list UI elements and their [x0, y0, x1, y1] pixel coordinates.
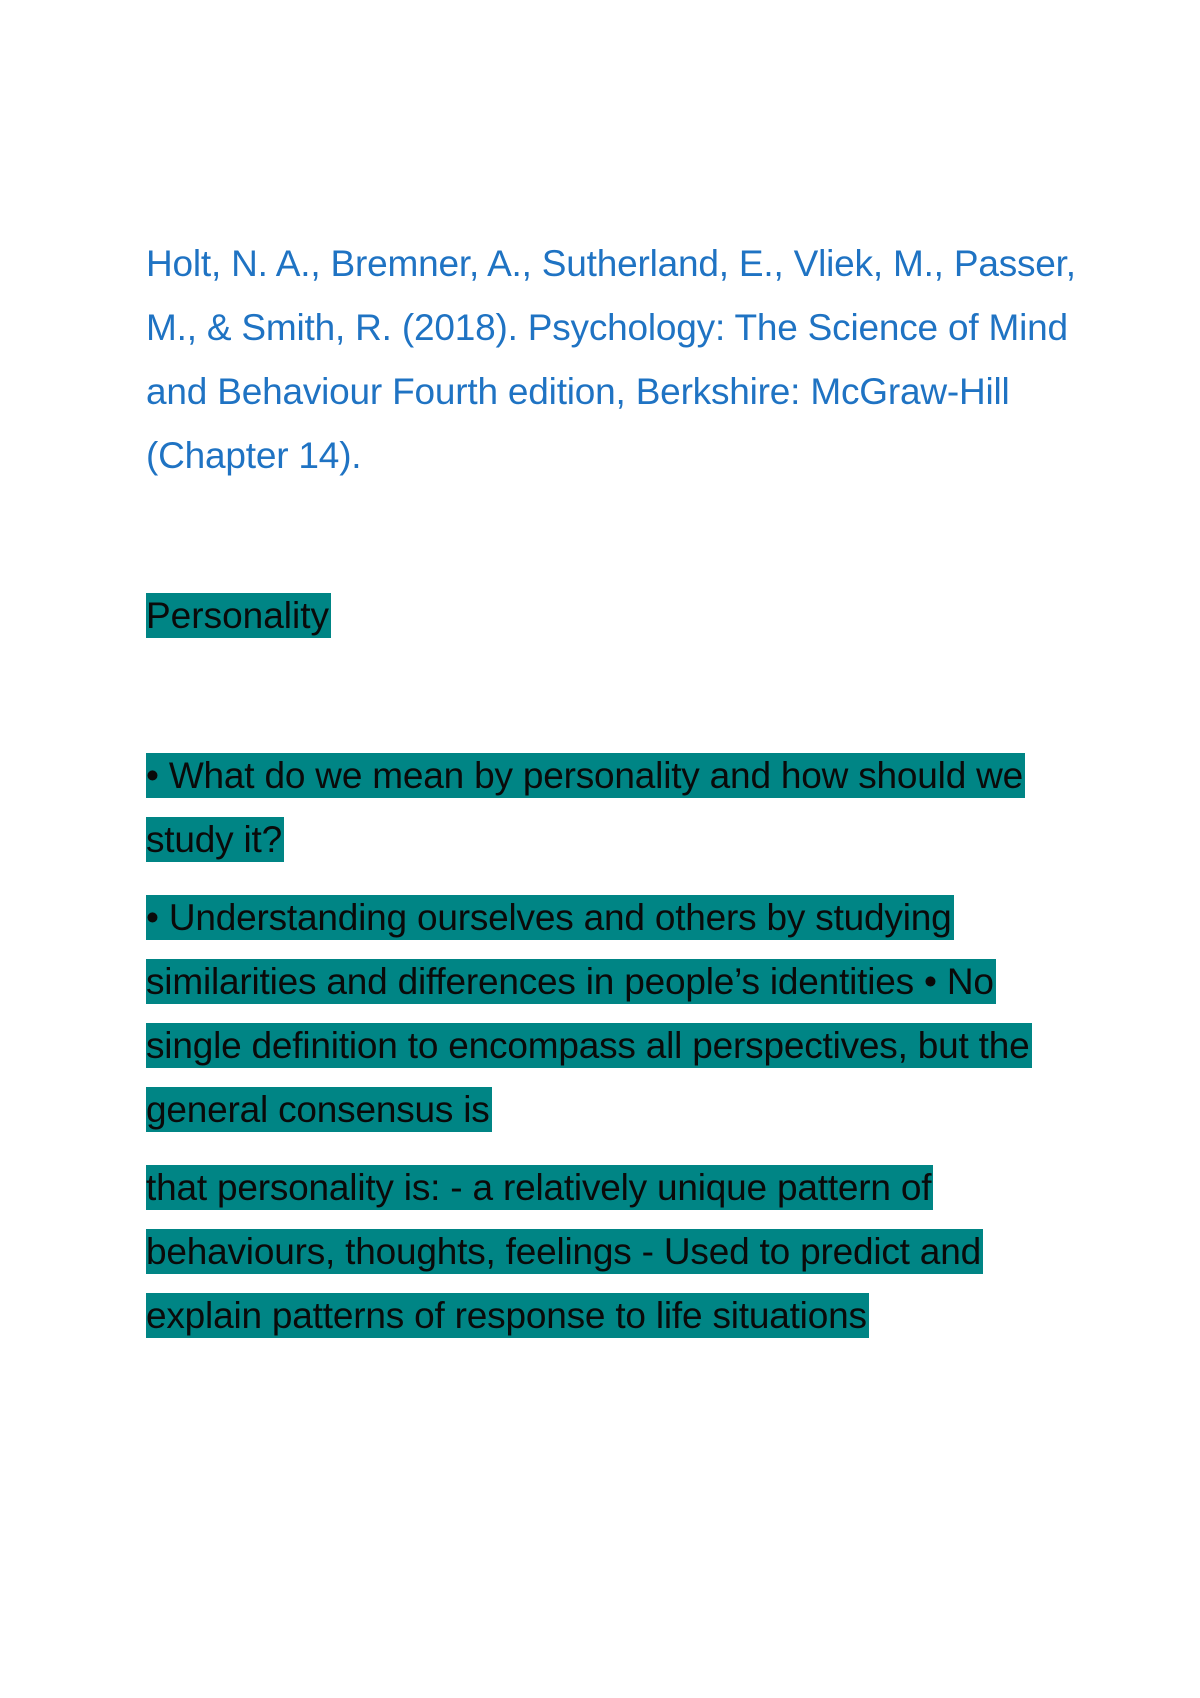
paragraph-question [146, 744, 1076, 872]
reference-citation: Holt, N. A., Bremner, A., Sutherland, E., Vliek, M., Passer, M., & Smith, R. (2018). Psychology: The Science of Mind and Behaviour Fourth edition, Berkshire: McGraw-Hill (Chapter 14). [146, 243, 1076, 476]
heading-highlight: Personality [146, 595, 330, 636]
section-heading [146, 584, 1076, 648]
paragraph-highlight: • Understanding ourselves and others by studying similarities and differences in people’s identities • No single definition to encompass all perspectives, but the general consensus is [146, 897, 1030, 1130]
document-content [146, 232, 1076, 1348]
paragraph-highlight: that personality is: - a relatively unique pattern of behaviours, thoughts, feelings - Used to predict and explain patterns of response to life situations [146, 1167, 981, 1336]
paragraph-consensus [146, 1156, 1076, 1348]
paragraph-highlight: • What do we mean by personality and how should we study it? [146, 755, 1024, 860]
paragraph-definition [146, 886, 1076, 1142]
